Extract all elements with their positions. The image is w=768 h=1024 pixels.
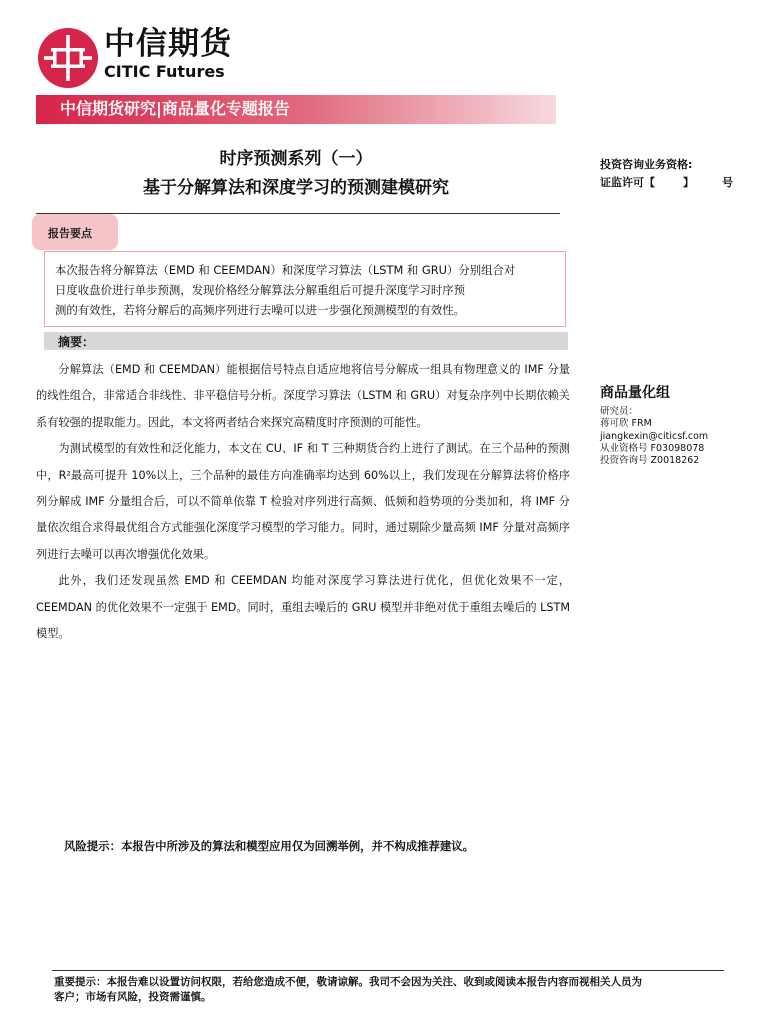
abstract-paragraph: 分解算法（EMD 和 CEEMDAN）能根据信号特点自适应地将信号分解成一组具有物理意义的 IMF 分量的线性组合，非常适合非线性、非平稳信号分析。深度学习算法（LSTM 和 GRU）对复杂序列中长期依赖关系有较强的提取能力。因此，本文将两者结合来探究高精度时序预测的可能性。 [36, 363, 570, 429]
key-points-line: 本次报告将分解算法（EMD 和 CEEMDAN）和深度学习算法（LSTM 和 GRU）分别组合对 [55, 263, 516, 277]
banner-text: 中信期货研究|商品量化专题报告 [60, 99, 290, 118]
analyst-name: 蒋可欣 FRM [600, 418, 652, 430]
analyst-consulting-number: 投资咨询号 Z0018262 [600, 455, 700, 467]
title-divider [36, 213, 560, 214]
license-suffix: 号 [722, 176, 733, 189]
abstract-header [44, 332, 568, 350]
license-prefix: 证监许可【 [600, 176, 655, 189]
analyst-qualification: 从业资格号 F03098078 [600, 442, 705, 454]
group-title: 商品量化组 [600, 385, 670, 401]
report-banner [36, 95, 556, 124]
abstract-label: 摘要： [58, 335, 95, 349]
brand-name-en: CITIC Futures [104, 62, 225, 81]
brand-name-cn: 中信期货 [104, 26, 232, 62]
key-points-line: 日度收盘价进行单步预测，发现价格经分解算法分解重组后可提升深度学习时序预 [55, 283, 466, 297]
license-mid: 】 [683, 176, 694, 189]
key-points-box [44, 251, 566, 327]
citic-logo [36, 26, 100, 90]
license-label: 投资咨询业务资格: [600, 158, 693, 171]
abstract-body [36, 357, 570, 647]
analyst-info-line: 研究员： [600, 406, 639, 417]
report-main-title: 基于分解算法和深度学习的预测建模研究 [143, 178, 449, 198]
footer-disclaimer [54, 975, 724, 1005]
footer-line: 重要提示：本报告难以设置访问权限，若给您造成不便，敬请谅解。我司不会因为关注、收到或阅读本报告内容而视相关人员为 [54, 976, 642, 988]
report-series-title: 时序预测系列（一） [219, 149, 373, 169]
key-points-tag-label: 报告要点 [48, 227, 92, 240]
key-points-tag [32, 214, 118, 250]
analyst-email: jiangkexin@citicsf.com [600, 430, 709, 442]
abstract-paragraph: 此外，我们还发现虽然 EMD 和 CEEMDAN 均能对深度学习算法进行优化，但优化效果不一定，CEEMDAN 的优化效果不一定强于 EMD。同时，重组去噪后的 GRU 模型并非绝对优于重组去噪后的 LSTM 模型。 [36, 574, 570, 641]
license-number [600, 175, 733, 190]
analyst-info [600, 406, 708, 467]
risk-warning: 风险提示：本报告中所涉及的算法和模型应用仅为回溯举例，并不构成推荐建议。 [64, 839, 475, 853]
footer-divider [52, 970, 724, 971]
abstract-paragraph: 为测试模型的有效性和泛化能力，本文在 CU、IF 和 T 三种期货合约上进行了测试。在三个品种的预测中，R²最高可提升 10%以上，三个品种的最佳方向准确率均达到 60%以上，我们发现在分解算法将价格序列分解成 IMF 分量组合后，可以不简单依靠 T 检验对序列进行高频、低频和趋势项的分类加和，将 IMF 分量依次组合求得最优组合方式能强化深度学习模型的学习能力。同时，通过剔除少量高频 IMF 分量对高频序列进行去噪可以再次增强优化效果。 [36, 442, 570, 561]
footer-line: 客户；市场有风险，投资需谨慎。 [54, 991, 212, 1003]
key-points-line: 测的有效性，若将分解后的高频序列进行去噪可以进一步强化预测模型的有效性。 [55, 303, 466, 317]
